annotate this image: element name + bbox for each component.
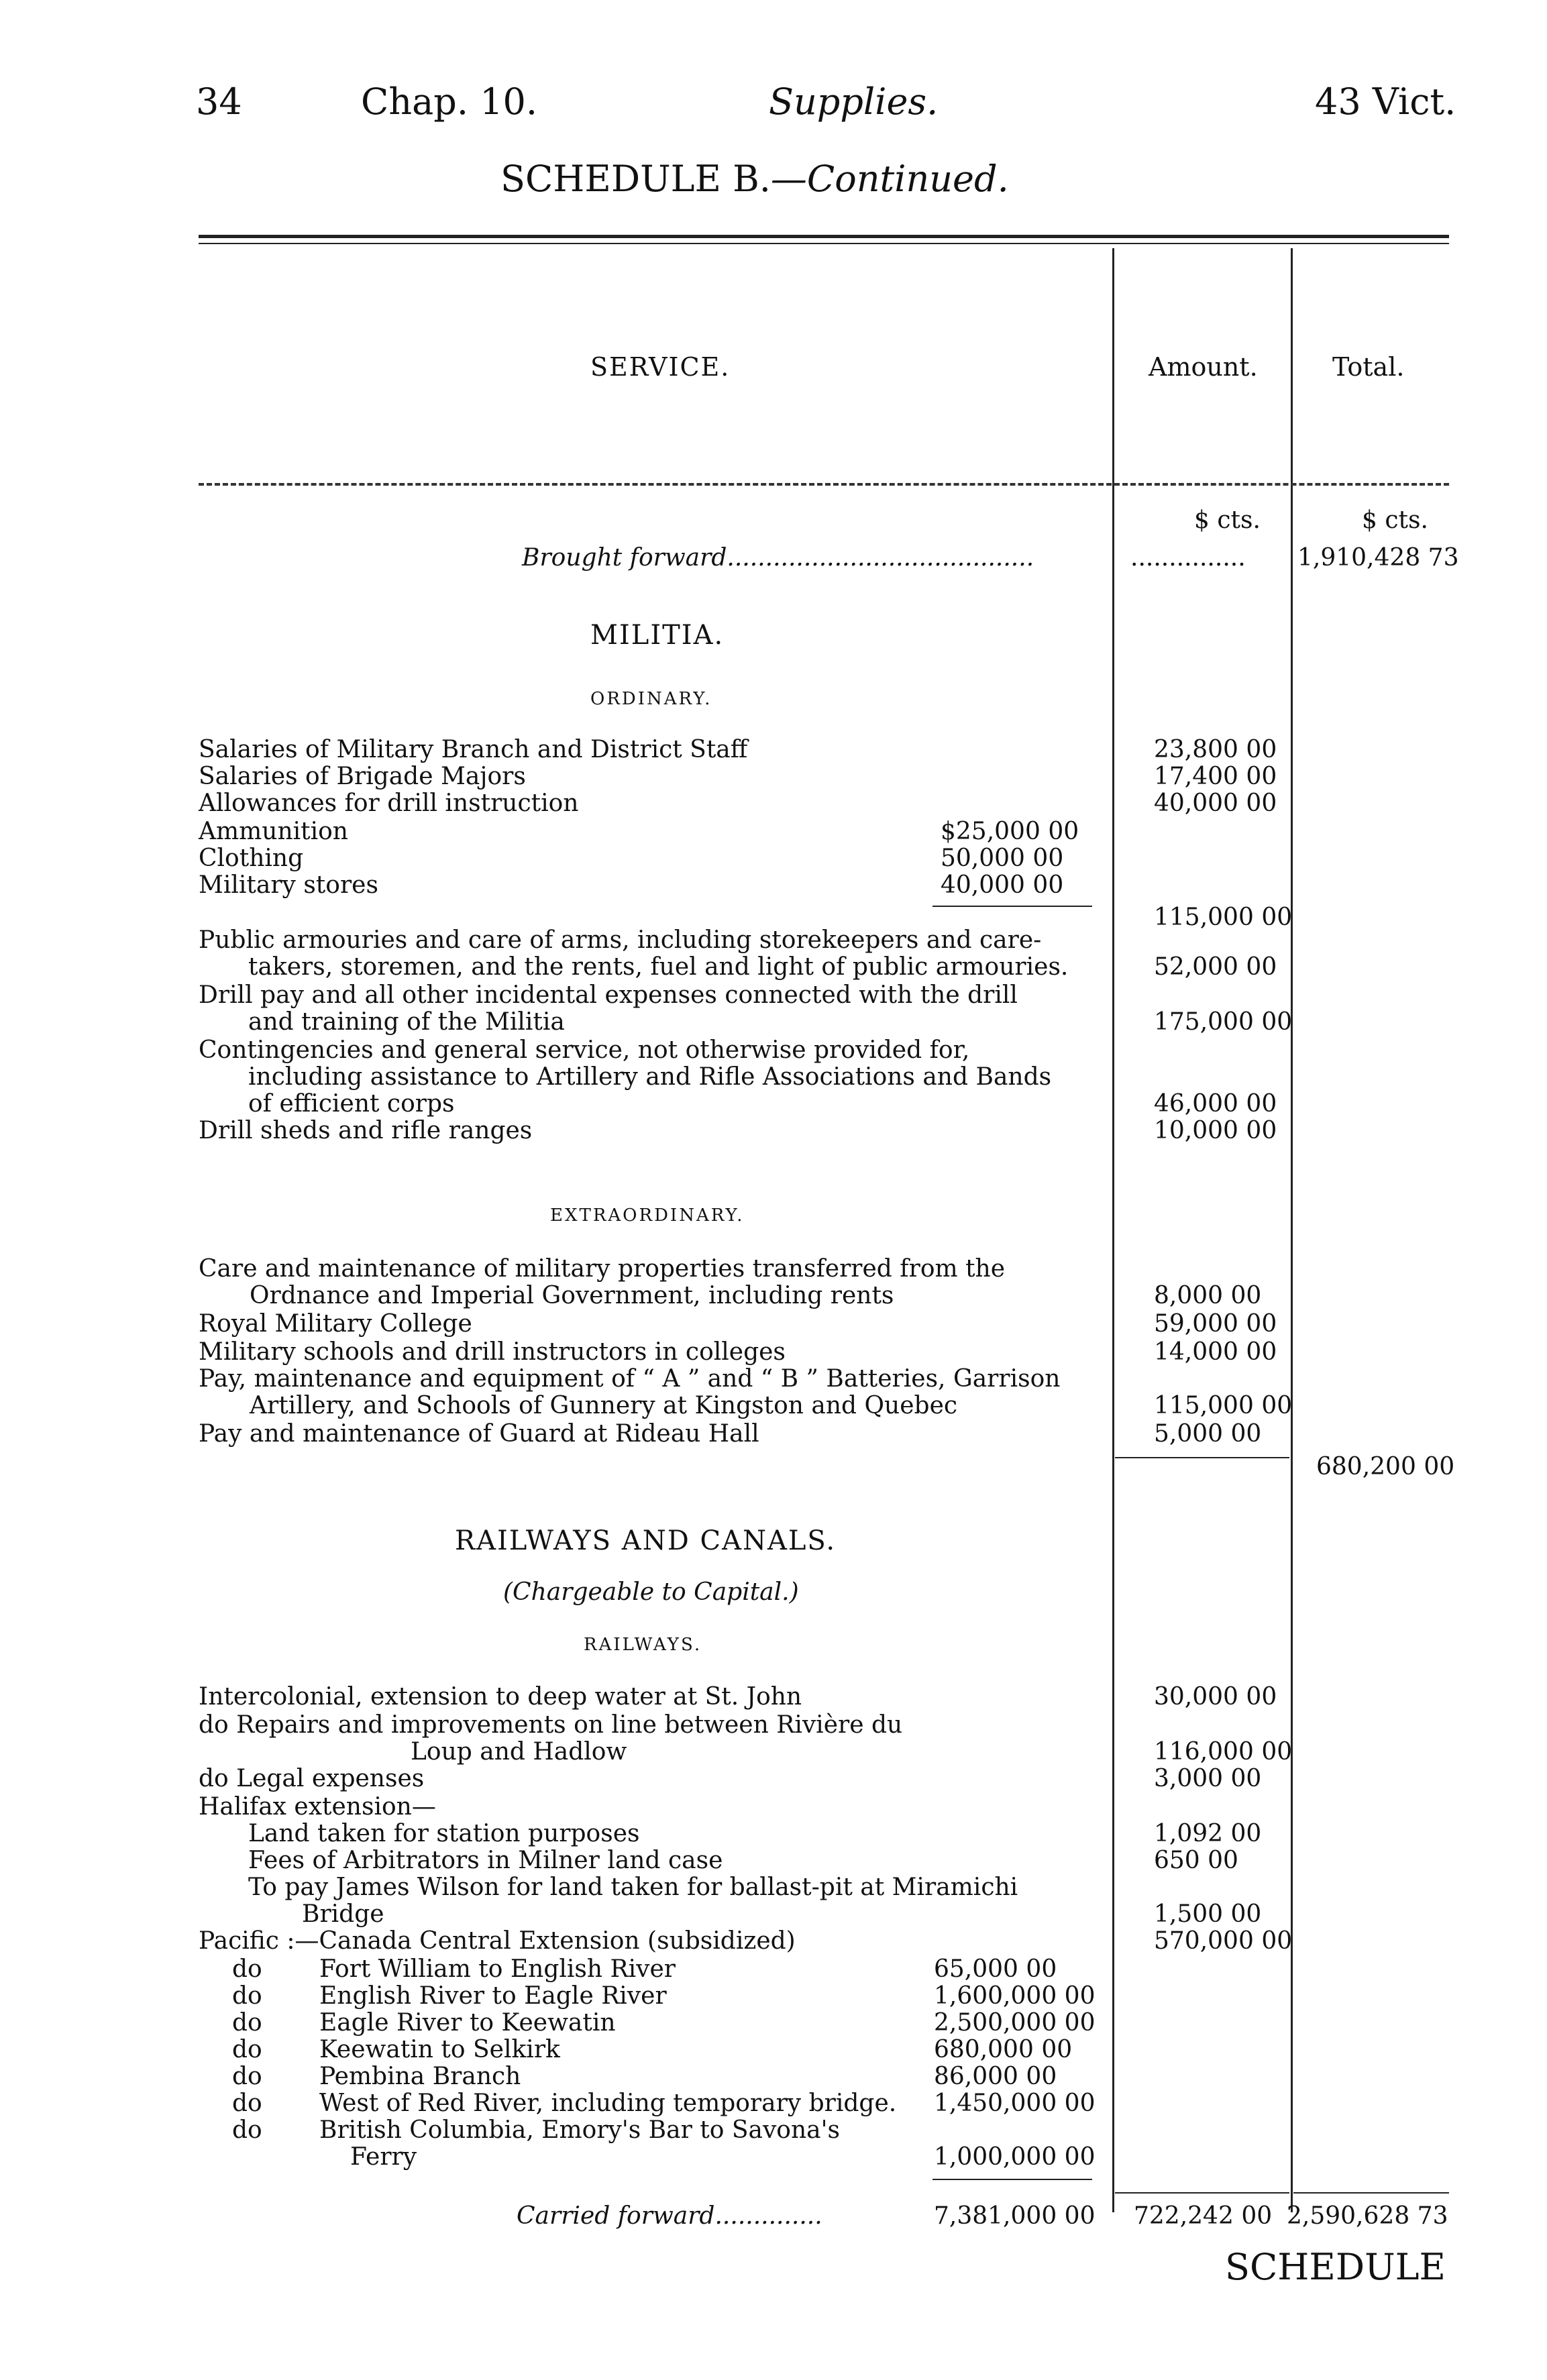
pacific-item-amount: 1,450,000 00 — [934, 2090, 1096, 2117]
railway-item-amount: 650 00 — [1154, 1847, 1238, 1874]
pacific-do-label: do — [232, 2116, 262, 2144]
ordinary-item-text: Drill sheds and rifle ranges — [199, 1117, 533, 1144]
pacific-item-text: British Columbia, Emory's Bar to Savona's — [319, 2116, 840, 2144]
railway-item-text: Land taken for station purposes — [248, 1820, 640, 1847]
railway-item-amount: 1,500 00 — [1154, 1900, 1262, 1928]
railway-item-text: To pay James Wilson for land taken for ballast-pit at Miramichi — [248, 1874, 1018, 1901]
brought-forward-total: 1,910,428 73 — [1297, 544, 1459, 572]
pacific-item-amount: 680,000 00 — [934, 2036, 1073, 2063]
pacific-item-text: West of Red River, including temporary bridge. — [319, 2090, 897, 2117]
pacific-do-label: do — [232, 1982, 262, 2010]
ordinary-item-amount: 46,000 00 — [1154, 1090, 1277, 1118]
pacific-do-label: do — [232, 2036, 262, 2063]
pacific-do-label: do — [232, 2063, 262, 2090]
subject-label: Supplies. — [769, 80, 939, 123]
railway-item-text: Halifax extension— — [199, 1793, 436, 1821]
pacific-do-label: do — [232, 1955, 262, 1983]
carried-forward-amount: 722,242 00 — [1134, 2202, 1273, 2230]
railway-item-text: Intercolonial, extension to deep water at St. John — [199, 1683, 802, 1711]
ordinary-item-text: Allowances for drill instruction — [199, 790, 579, 817]
ordinary-item-amount: 17,400 00 — [1154, 763, 1277, 790]
ordinary-item-text: including assistance to Artillery and Rifle Associations and Bands — [248, 1063, 1052, 1091]
ordinary-item-text: of efficient corps — [248, 1090, 455, 1118]
ordinary-item-text: takers, storemen, and the rents, fuel and light of public armouries. — [248, 953, 1069, 981]
ordinary-item-amount: 115,000 00 — [1154, 904, 1293, 931]
militia-subtotal-rule — [1115, 1457, 1289, 1458]
ordinary-item-text: Drill pay and all other incidental expenses connected with the drill — [199, 981, 1018, 1009]
pacific-item-text: Keewatin to Selkirk — [319, 2036, 560, 2063]
ordinary-item-text: and training of the Militia — [248, 1008, 565, 1036]
amount-column-right-rule — [1291, 248, 1293, 2212]
ordinary-item-text: Public armouries and care of arms, including storekeepers and care- — [199, 926, 1042, 954]
pacific-do-label: do — [232, 2090, 262, 2117]
pacific-item-amount: 86,000 00 — [934, 2063, 1057, 2090]
ordinary-item-amount: 52,000 00 — [1154, 953, 1277, 981]
brought-forward-amount-dots: ............... — [1130, 544, 1246, 572]
militia-heading: MILITIA. — [590, 620, 725, 651]
amount-column-header: Amount. — [1149, 352, 1258, 382]
schedule-title-continued: —Continued. — [770, 158, 1009, 200]
ordinary-item-amount: 23,800 00 — [1154, 736, 1277, 763]
regnal-year: 43 Vict. — [1315, 80, 1456, 123]
pacific-item-text: Pembina Branch — [319, 2063, 521, 2090]
railways-canals-subheading: (Chargeable to Capital.) — [503, 1578, 799, 1606]
railway-item-amount: 3,000 00 — [1154, 1765, 1262, 1792]
header-rule-bottom — [199, 243, 1449, 244]
railway-item-text: Loup and Hadlow — [411, 1738, 627, 1766]
extraordinary-item-amount: 14,000 00 — [1154, 1338, 1277, 1366]
pacific-subtotal-rule — [932, 2179, 1092, 2180]
chapter-label: Chap. 10. — [361, 80, 538, 123]
railway-item-amount: 30,000 00 — [1154, 1683, 1277, 1711]
extraordinary-item-text: Royal Military College — [199, 1310, 472, 1338]
pacific-item-text: Ferry — [350, 2143, 417, 2171]
extraordinary-item-amount: 5,000 00 — [1154, 1420, 1262, 1448]
pacific-item-text: Fort William to English River — [319, 1955, 676, 1983]
railways-canals-heading: RAILWAYS AND CANALS. — [455, 1525, 837, 1556]
service-column-header: SERVICE. — [590, 352, 731, 382]
ordinary-item-text: Contingencies and general service, not otherwise provided for, — [199, 1036, 970, 1064]
carried-forward-total: 2,590,628 73 — [1287, 2202, 1448, 2230]
ordinary-item-amount: 40,000 00 — [1154, 790, 1277, 817]
railway-item-text: Fees of Arbitrators in Milner land case — [248, 1847, 723, 1874]
railway-item-text: Bridge — [302, 1900, 384, 1928]
catchword: SCHEDULE — [1225, 2246, 1446, 2288]
carried-forward-label: Carried forward.............. — [517, 2202, 822, 2230]
ordinary-subtotal-rule — [932, 906, 1092, 907]
carried-amount-rule — [1115, 2192, 1289, 2194]
ordinary-item-amount: 175,000 00 — [1154, 1008, 1293, 1036]
page-number: 34 — [196, 80, 242, 123]
militia-total: 680,200 00 — [1316, 1453, 1455, 1480]
extraordinary-item-text: Pay, maintenance and equipment of “ A ” and “ B ” Batteries, Garrison — [199, 1365, 1061, 1393]
ordinary-item-amount: 10,000 00 — [1154, 1117, 1277, 1144]
railway-item-text: Pacific :—Canada Central Extension (subsidized) — [199, 1927, 796, 1955]
ordinary-item-text: Salaries of Military Branch and District Staff — [199, 736, 748, 763]
extraordinary-item-amount: 8,000 00 — [1154, 1282, 1262, 1309]
extraordinary-item-text: Pay and maintenance of Guard at Rideau Hall — [199, 1420, 759, 1448]
ordinary-item-text: Salaries of Brigade Majors — [199, 763, 526, 790]
railway-item-text: do Legal expenses — [199, 1765, 425, 1792]
extraordinary-heading: EXTRAORDINARY. — [550, 1205, 745, 1226]
railway-item-amount: 116,000 00 — [1154, 1738, 1293, 1766]
amount-units: $ cts. — [1194, 506, 1261, 534]
amount-column-left-rule — [1112, 248, 1114, 2212]
total-units: $ cts. — [1362, 506, 1428, 534]
ordinary-item-inner-amount: 50,000 00 — [941, 845, 1064, 872]
header-dashed-rule — [199, 483, 1449, 486]
schedule-title — [500, 158, 1009, 200]
ordinary-heading: ORDINARY. — [590, 689, 712, 709]
extraordinary-item-text: Care and maintenance of military properties transferred from the — [199, 1255, 1006, 1283]
carried-total-rule — [1293, 2192, 1449, 2194]
total-column-header: Total. — [1332, 352, 1405, 382]
pacific-item-amount: 65,000 00 — [934, 1955, 1057, 1983]
pacific-item-text: English River to Eagle River — [319, 1982, 667, 2010]
ordinary-item-text: Military stores — [199, 871, 378, 899]
pacific-do-label: do — [232, 2009, 262, 2037]
header-rule-top — [199, 235, 1449, 238]
extraordinary-item-amount: 59,000 00 — [1154, 1310, 1277, 1338]
carried-forward-inner: 7,381,000 00 — [934, 2202, 1096, 2230]
railways-heading: RAILWAYS. — [584, 1635, 702, 1655]
extraordinary-item-text: Artillery, and Schools of Gunnery at Kingston and Quebec — [250, 1392, 958, 1419]
extraordinary-item-text: Military schools and drill instructors in colleges — [199, 1338, 786, 1366]
pacific-item-text: Eagle River to Keewatin — [319, 2009, 616, 2037]
pacific-item-amount: 2,500,000 00 — [934, 2009, 1096, 2037]
railway-item-text: do Repairs and improvements on line between Rivière du — [199, 1711, 903, 1739]
railway-item-amount: 570,000 00 — [1154, 1927, 1293, 1955]
pacific-item-amount: 1,600,000 00 — [934, 1982, 1096, 2010]
railway-item-amount: 1,092 00 — [1154, 1820, 1262, 1847]
pacific-item-amount: 1,000,000 00 — [934, 2143, 1096, 2171]
brought-forward-label: Brought forward........................................ — [522, 544, 1034, 572]
extraordinary-item-amount: 115,000 00 — [1154, 1392, 1293, 1419]
ordinary-item-text: Clothing — [199, 845, 304, 872]
ordinary-item-text: Ammunition — [199, 818, 348, 845]
schedule-title-main: SCHEDULE B. — [500, 158, 771, 200]
ordinary-item-inner-amount: 40,000 00 — [941, 871, 1064, 899]
extraordinary-item-text: Ordnance and Imperial Government, including rents — [250, 1282, 894, 1309]
ordinary-item-inner-amount: $25,000 00 — [941, 818, 1079, 845]
